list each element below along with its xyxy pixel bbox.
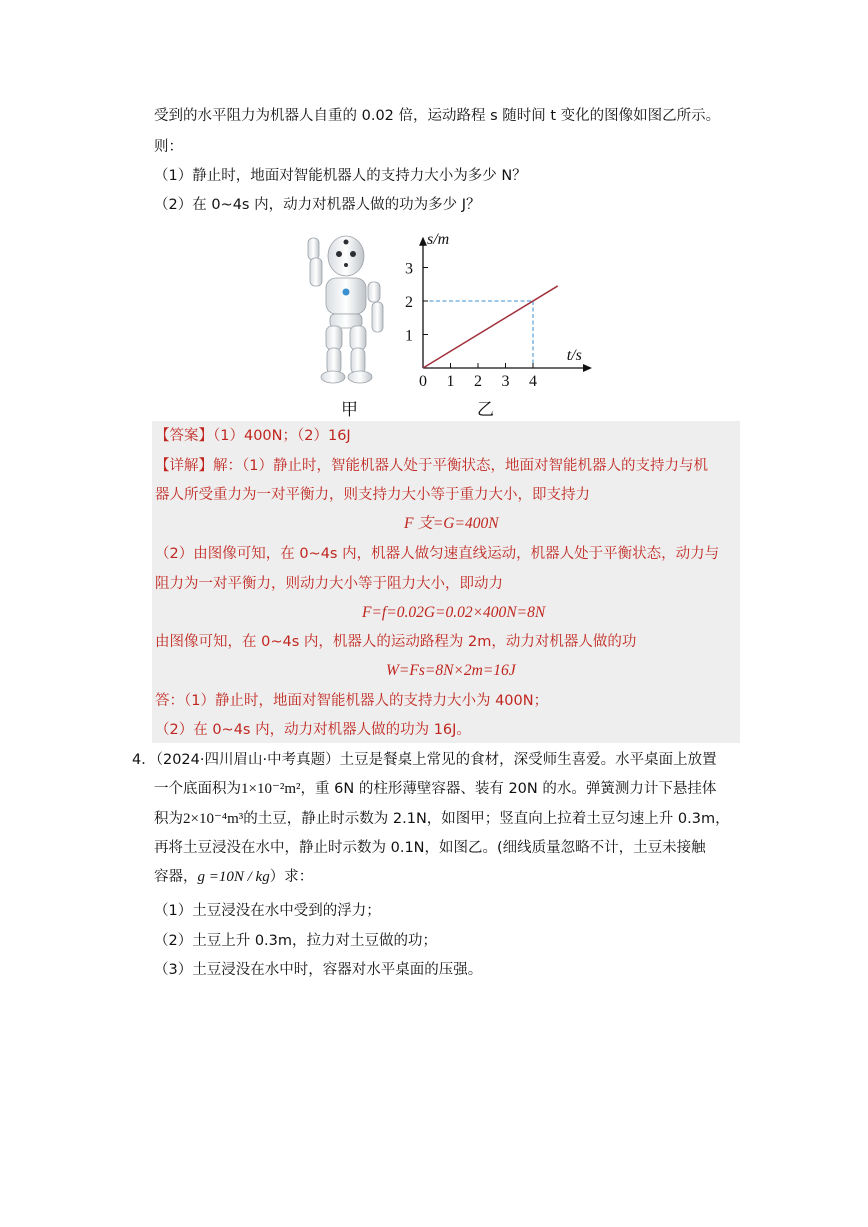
q3-subquestion-2: （2）在 0~4s 内，动力对机器人做的功为多少 J？ xyxy=(154,197,481,213)
q4-line-2: 一个底面积为1×10⁻²m²，重 6N 的柱形薄壁容器、装有 20N 的水。弹簧测力计下悬挂体 xyxy=(154,781,717,797)
q4-line-4: 再将土豆浸没在水中，静止时示数为 0.1N，如图乙。(细线质量忽略不计，土豆未接触 xyxy=(154,840,706,856)
y-tick-label: 3 xyxy=(405,260,413,278)
equation-2: F=f=0.02G=0.02×400N=8N xyxy=(362,604,546,621)
x-tick-label: 3 xyxy=(501,373,510,390)
robot-illustration xyxy=(300,232,400,388)
x-axis-arrow xyxy=(583,364,592,372)
conclusion-line-2: （2）在 0~4s 内，动力对机器人做的功为 16J。 xyxy=(155,722,471,738)
x-tick-label: 0 xyxy=(419,373,427,390)
series-line xyxy=(423,286,558,368)
q3-text-line2: 则： xyxy=(154,139,183,155)
x-tick-label: 4 xyxy=(529,373,537,390)
q4-subquestion-1: （1）土豆浸没在水中受到的浮力； xyxy=(154,903,381,919)
conclusion-line-1: 答：（1）静止时，地面对智能机器人的支持力大小为 400N； xyxy=(155,693,549,709)
x-axis-label: t/s xyxy=(566,347,582,364)
q3-text-line1: 受到的水平阻力为机器人自重的 0.02 倍，运动路程 s 随时间 t 变化的图像如图乙所示。 xyxy=(154,108,721,124)
detail-line-4: 阻力为一对平衡力，则动力大小等于阻力大小，即动力 xyxy=(155,576,503,592)
detail-line-1: 【详解】解：（1）静止时，智能机器人处于平衡状态，地面对智能机器人的支持力与机 xyxy=(155,458,708,474)
s-t-graph xyxy=(396,222,602,392)
q4-line-3: 积为2×10⁻⁴m³的土豆，静止时示数为 2.1N，如图甲；竖直向上拉着土豆匀速上升 0.3m， xyxy=(154,811,730,827)
q4-volume-formula: 2×10⁻⁴m³ xyxy=(183,811,244,827)
answer-line: 【答案】（1）400N；（2）16J xyxy=(155,428,351,444)
q4-area-formula: 1×10⁻²m² xyxy=(241,781,301,797)
y-tick-label: 1 xyxy=(405,327,413,345)
q4-subquestion-3: （3）土豆浸没在水中时，容器对水平桌面的压强。 xyxy=(154,962,483,978)
q4-line-1: 4．（2024·四川眉山·中考真题）土豆是餐桌上常见的食材，深受师生喜爱。水平桌面上放置 xyxy=(132,752,717,768)
q4-line-5: 容器，g =10N / kg）求： xyxy=(154,869,314,885)
x-tick-label: 1 xyxy=(446,373,455,390)
detail-line-2: 器人所受重力为一对平衡力，则支持力大小等于重力大小，即支持力 xyxy=(155,487,590,503)
equation-1: F 支=G=400N xyxy=(404,515,499,532)
equation-3: W=Fs=8N×2m=16J xyxy=(386,662,516,679)
detail-line-3: （2）由图像可知，在 0~4s 内，机器人做匀速直线运动，机器人处于平衡状态，动力与 xyxy=(155,546,720,562)
graph-series xyxy=(423,286,558,368)
q4-subquestion-2: （2）土豆上升 0.3m，拉力对土豆做的功； xyxy=(154,933,438,949)
q4-gravity-formula: g =10N / kg xyxy=(197,869,270,885)
q3-subquestion-1: （1）静止时，地面对智能机器人的支持力大小为多少 N？ xyxy=(154,168,527,184)
graph-ticks xyxy=(405,231,582,390)
x-tick-label: 2 xyxy=(474,373,482,390)
detail-line-5: 由图像可知，在 0~4s 内，机器人的运动路程为 2m，动力对机器人做的功 xyxy=(155,634,637,650)
y-axis-label: s/m xyxy=(427,231,450,248)
caption-left: 甲 xyxy=(341,400,358,420)
caption-right: 乙 xyxy=(477,400,494,420)
y-tick-label: 2 xyxy=(405,294,413,311)
y-axis-arrow xyxy=(419,237,427,246)
